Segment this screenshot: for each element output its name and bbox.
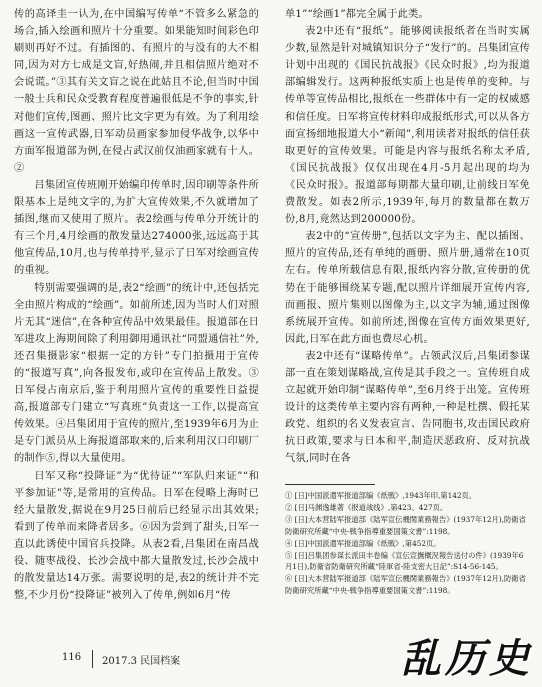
paragraph: 表2中还有“报纸”。能够阅读报纸者在当时实属少数,显然是针对城镇知识分子“发行”的。吕集团宣传计划中出现的《国民抗战报》《民众时报》,均为报道部编辑发行。这两种报纸实质上也是传单的变种。与传单等宣传品相比,报纸在一些群体中有一定的权威感和信任度。日军将宣传材料印成报纸形式,可以从各方面宣扬细地报道大小“新闻”,利用读者对报纸的信任获取更好的宣传效果。可能是内容与报纸名称太矛盾,《国民抗战报》仅仅出现在4月-5月起出现的均为《民众时报》。报道部每期都大量印刷,让前线日军免费散发。如表2所示,1939年,每月的数量都在数万份,8月,竟然达到200000份。: [285, 26, 530, 226]
footnotes: [285, 490, 530, 597]
paragraph: 传的高译圭一认为,在中国编写传单“不管多么紧急的场合,插入绘画和照片十分重要。如果能知时间彩色印刷则再好不过。有插图的、有照片的与没有的大不相同,因为对方七成是文盲,好热闹,并且相信照片绝对不会说谎。”③其有关文盲之说在此姑且不论,但当时中国一般士兵和民众受教育程度普遍很低是不争的事实,针对他们宣传,图画、照片比文字更为有效。为了利用绘画这一宣传武器,日军动员画家参加侵华战争,以华中方面军报道部为例,在侵占武汉前仅油画家就有十人。②: [14, 9, 259, 174]
page-footer: [14, 650, 214, 670]
paragraph: 吕集团宣传班刚开始编印传单时,因印刷等条件所限基本上是纯文字的,为扩大宣传效果,不久就增加了插图,继而又使用了照片。表2绘画与传单分开统计的有三个月,4月绘画的散发量达274000张,远远高于其他宣传品,10月,也与传单持平,显示了日军对绘画宣传的重视。: [14, 179, 259, 277]
left-column: [14, 6, 259, 604]
footnote-divider: [285, 484, 375, 485]
footer-divider: [92, 650, 93, 668]
footnote: ② [日]马渊逸雄著《报道战线》,第423、427页。: [285, 503, 448, 513]
watermark-logo: [392, 624, 542, 687]
paragraph: 表2中的“宣传册”,包括以文字为主、配以插图、照片的宣传品,还有单纯的画册、照片册,通常在10页左右。传单所载信息有限,报纸内容分散,宣传册的优势在于能够围绕某专题,配以照片详细展开宣传内容,而画报、照片集则以图像为主,以文字为辅,通过图像系统展开宣传。如前所述,图像在宣传方面效果更好,因此,日军在此方面也费尽心机。: [285, 231, 530, 345]
paragraph: 日军又称“投降证”为“优待证”“军队归来证”“和平参加证”等,是常用的宣传品。日军在侵略上海时已经大量散发,据说在9月25日前后已经显示出其效果;看到了传单而来降者居多。⑥因为尝到了甜头,日军一直以此诱使中国官兵投降。从表2看,吕集团在南昌战役、随枣战役、长沙会战中都大量散发过,长沙会战中的散发量达14万张。需要说明的是,表2的统计并不完整,不少月份“投降证”被列入了传单,例如6月“传: [14, 470, 259, 602]
right-column: [285, 6, 530, 468]
footnote: ④ [日]中国派遣军报道部编《纸戦》,第452页。: [285, 538, 441, 548]
paragraph: 表2中还有“谋略传单”。占领武汉后,吕集团参谋部一直在策划谋略战,宣传是其手段之一。宣传班自成立起就开始印制“谋略传单”,至6月终于出笼。宣传班设计的这类传单主要内容有两种,一种是杜撰、假托某政党、组织的名义发表宣言、告同胞书,攻击国民政府抗日政策,要求与日本和平,制造厌恶政府、反对抗战气氛,同时在各: [285, 350, 530, 465]
page-number: 116: [62, 652, 82, 663]
paragraph: 特别需要强调的是,表2“绘画”的统计中,还包括完全由照片构成的“绘画”。如前所述,因为当时人们对照片无其“迷信”,在各种宣传品中效果最佳。报道部在日军进攻上海期间除了利用御用通讯社“同盟通信社”外,还召集摄影家“根据一定的方针”专门拍摄用于宣传的“报道写真”,向各报发布,或印在宣传品上散发。③日军侵占南京后,鉴于利用照片宣传的重要性日益提高,报道部专门建立“写真班”负责这一工作,以提高宣传效果。④吕集团用于宣传的照片,至1939年6月为止是专门派员从上海报道部取来的,后来利用汉口印刷厂的制作⑤,得以大量使用。: [14, 282, 259, 465]
footnote: ① [日]中国派遣军报道部编《纸戦》,1943年印,第142页。: [285, 491, 477, 500]
paragraph: 单1”“绘画1”都完全属于此类。: [285, 9, 429, 20]
footnote: ③ [日]大本营陆军报道部《陆军宣伝機関業務報告》(1937年12月),防衛省防衛研究所藏“中央-戦争指導重要国策文書”:1198。: [285, 515, 526, 536]
footnote: ⑥ [日]大本营陆军报道部《陆军宣伝機関業務報告》(1937年12月),防衛省防衛研究所藏“中央-戦争指導重要国策文書”:1198。: [285, 574, 526, 595]
journal-issue: 2017.3 民国档案: [102, 656, 181, 667]
footnote: ⑤ [日]吕集团参谋长派田丰卷编《宣伝宣撫概況報告送付の件》(1939年6月1日),防衛省防衛研究所藏“陸軍省-陸支密大日記”:S14-56-145。: [285, 551, 524, 572]
watermark-text: 乱历史: [401, 635, 533, 682]
